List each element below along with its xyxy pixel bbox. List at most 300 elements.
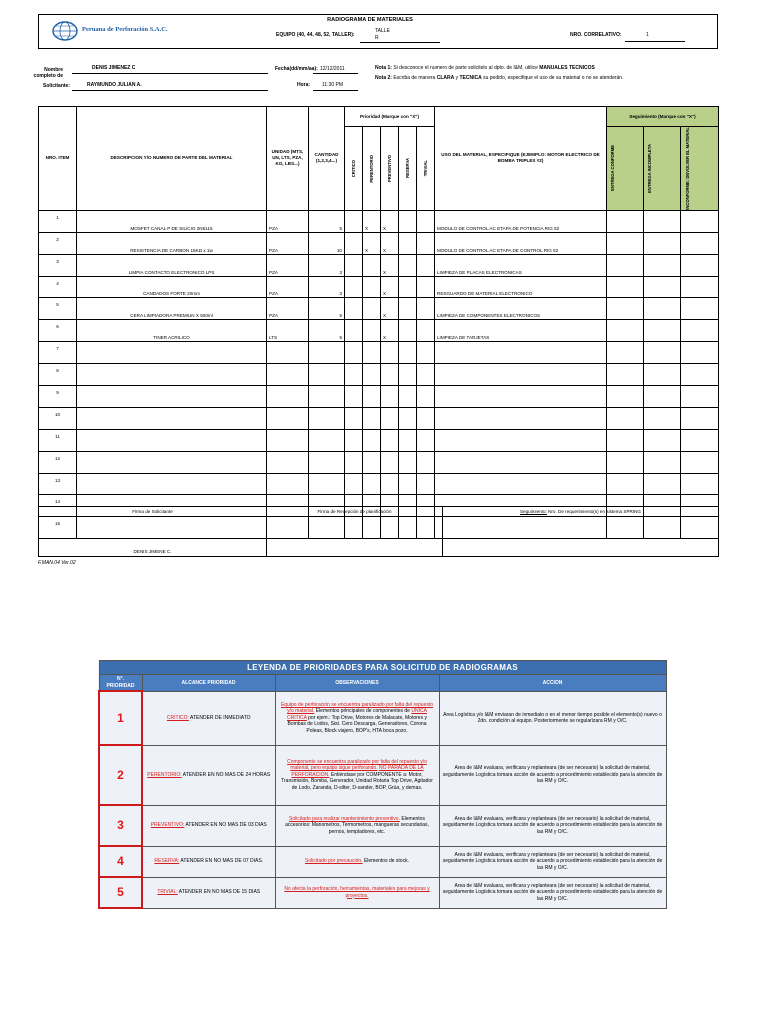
material-use (435, 385, 607, 407)
date-label: Fecha(dd/mm/aa): (275, 66, 318, 72)
priority-mark (417, 451, 435, 473)
material-description (77, 407, 267, 429)
item-number: 7 (39, 342, 77, 364)
material-description: RESISTENCIA DE CARBON 15KΩ x 1w (77, 232, 267, 254)
priority-scope (142, 846, 275, 877)
material-quantity (309, 342, 345, 364)
correlativo-label: NRO. CORRELATIVO: (570, 32, 622, 38)
item-number: 11 (39, 429, 77, 451)
material-unit: PZA (267, 298, 309, 320)
material-use (435, 429, 607, 451)
priority-scope (142, 691, 275, 745)
equipo-value-line2: R (375, 35, 379, 41)
legend-row (99, 877, 666, 908)
material-description: CERA LIMPIADORA PREMIUN X 500ml (77, 298, 267, 320)
note-2-bold-b: TECNICA (459, 75, 482, 81)
priority-scope (142, 805, 275, 846)
priority-observations (275, 745, 439, 805)
tracking-mark (644, 385, 681, 407)
priority-mark (363, 364, 381, 386)
priority-mark (417, 276, 435, 298)
priority-mark (399, 254, 417, 276)
table-row (39, 342, 719, 364)
tracking-mark (681, 320, 719, 342)
priority-mark (399, 364, 417, 386)
date-value: 12/12/2011 (320, 66, 345, 72)
priority-scope-text: ATENDER EN NO MAS DE 03 DIAS (185, 822, 267, 829)
tracking-col-header (607, 127, 644, 211)
tracking-mark (644, 364, 681, 386)
priority-mark (399, 429, 417, 451)
priority-mark (417, 254, 435, 276)
priority-col-label: TRIVIAL (422, 160, 428, 177)
tracking-mark (644, 407, 681, 429)
priority-mark (417, 232, 435, 254)
priority-mark: X (381, 320, 399, 342)
item-number: 3 (39, 254, 77, 276)
table-row (39, 232, 719, 254)
item-number: 15 (39, 517, 77, 539)
planning-signature-box (267, 517, 443, 557)
priority-mark (363, 276, 381, 298)
priority-col-label: PERENTORIO (368, 154, 374, 183)
priority-mark: X (381, 254, 399, 276)
priority-action: Area de I&M evaluara, verificara y replanteara (de ser necesario) la solicitud de material, seguidamente Logística tomara acción de acuerdo a procedimiento establecido para la atención de las RM y O/C. (439, 805, 666, 846)
priority-header: Prioridad (Marque con "X") (345, 107, 435, 127)
priority-mark (345, 342, 363, 364)
tracking-mark (607, 451, 644, 473)
priority-mark (363, 320, 381, 342)
priority-mark (381, 451, 399, 473)
priority-col-header (345, 127, 363, 211)
observation-highlight: Componente se encuentra paralizado por falta del repuesto y/o material, pero equipo sigue perforando. (287, 758, 427, 772)
tracking-mark (644, 210, 681, 232)
priority-observations (275, 877, 439, 908)
item-number: 10 (39, 407, 77, 429)
tracking-mark (681, 407, 719, 429)
priority-scope-text: ATENDER EN NO MAS DE 15 DIAS (178, 889, 261, 896)
tracking-mark (681, 429, 719, 451)
priority-observations (275, 805, 439, 846)
priority-mark (345, 451, 363, 473)
priority-action: Area de I&M evaluara, verificara y replanteara (de ser necesario) la solicitud de material, seguidamente Logística tomara acción de acuerdo a procedimiento establecido para la atención de las RM y O/C. (439, 846, 666, 877)
priority-scope-text: ATENDER EN NO MAS DE 07 DIAS. (180, 858, 264, 865)
priority-mark (363, 254, 381, 276)
material-description (77, 451, 267, 473)
correlativo-underline (625, 41, 685, 42)
priority-mark (345, 429, 363, 451)
material-description (77, 473, 267, 495)
name-label-2: completo de (33, 73, 63, 79)
tracking-mark (681, 232, 719, 254)
table-row (39, 320, 719, 342)
name-label-3: Solicitante: (43, 83, 70, 89)
priority-number: 2 (99, 745, 142, 805)
material-description: LIMPIA CONTACTO ELECTRONICO LPS (77, 254, 267, 276)
tracking-mark (681, 451, 719, 473)
company-name: Peruana de Perforación S.A.C. (82, 26, 168, 33)
tracking-mark (607, 276, 644, 298)
priority-mark (363, 407, 381, 429)
priority-mark (399, 473, 417, 495)
tracking-signature-box (443, 517, 719, 557)
material-unit (267, 407, 309, 429)
tracking-header: Seguimiento (Marque con "X") (607, 107, 719, 127)
priority-mark (345, 254, 363, 276)
observation-text: Elementos accesorios: Manometros, Termometros, mangueras secundarias, pernos, templadores, etc. (285, 815, 429, 835)
table-row (39, 276, 719, 298)
priority-number: 3 (99, 805, 142, 846)
priority-mark (381, 342, 399, 364)
item-number: 9 (39, 385, 77, 407)
material-use: LIMPIEZA DE TARJETAS (435, 320, 607, 342)
item-number: 5 (39, 298, 77, 320)
applicant-name-1: DENIS JIMENEZ C (92, 65, 136, 71)
material-quantity (309, 407, 345, 429)
tracking-mark (607, 320, 644, 342)
company-globe-logo (52, 21, 78, 41)
observation-highlight: Equipo de perforación se encuentra paralizado por falta del repuesto y/o material. (280, 701, 434, 715)
priority-mark (363, 451, 381, 473)
priority-mark (381, 364, 399, 386)
priority-mark (363, 473, 381, 495)
material-use: MODULO DE CONTROL AC ETAPA DE CONTROL RIG 52 (435, 232, 607, 254)
material-description (77, 364, 267, 386)
priority-action: Area de I&M evaluara, verificara y replanteara (de ser necesario) la solicitud de material, seguidamente Logística tomara acción de acuerdo a procedimiento establecido para la atención de las RM y O/C. (439, 745, 666, 805)
priority-scope-key: PREVENTIVO: (150, 822, 185, 829)
priority-mark (399, 276, 417, 298)
time-underline (313, 90, 358, 91)
observation-text-2: Entiéndase por COMPONENTE a: Motor, Transmisión, Bomba, Generador, Unidad Rotaria Top Drive, Agitador de Lodo, Zaranda, D-silter, D-sander, BOP, Grúa, y demas. (281, 771, 433, 791)
note-2-text-a: Escriba de manera (393, 75, 436, 81)
priority-number: 5 (99, 877, 142, 908)
priority-col-header (399, 127, 417, 211)
note-1-bold: MANUALES TECNICOS (539, 65, 595, 71)
priority-mark (399, 451, 417, 473)
priority-mark (345, 276, 363, 298)
priority-mark (345, 407, 363, 429)
planning-signature-label: Firma de Recepción de planificación (267, 507, 443, 517)
table-row (39, 451, 719, 473)
priority-mark (417, 298, 435, 320)
note-2-text-c: su pedido, especifique el uso de su material o no se atenderán. (483, 75, 624, 81)
tracking-mark (681, 276, 719, 298)
observation-highlight: Solicitado para realizar mantenimiento preventivo. (289, 815, 400, 822)
table-row (39, 364, 719, 386)
tracking-mark (681, 210, 719, 232)
legend-col-scope: ALCANCE PRIORIDAD (142, 675, 275, 692)
priority-mark (417, 473, 435, 495)
applicant-signature-box (39, 517, 267, 557)
item-number: 4 (39, 276, 77, 298)
priority-mark (399, 385, 417, 407)
tracking-mark (607, 298, 644, 320)
tracking-col-header (644, 127, 681, 211)
item-number: 2 (39, 232, 77, 254)
priority-mark (381, 473, 399, 495)
tracking-mark (607, 429, 644, 451)
equipo-label: EQUIPO (40, 44, 48, 52, TALLER): (276, 32, 355, 38)
materials-table (38, 106, 719, 539)
equipo-value-line1: TALLE (375, 28, 390, 34)
date-underline (313, 73, 358, 74)
priority-mark (363, 342, 381, 364)
legend-col-action: ACCION (439, 675, 666, 692)
priority-observations (275, 691, 439, 745)
material-unit (267, 451, 309, 473)
col-item-header: NRO. ITEM (39, 107, 77, 211)
priority-mark (417, 210, 435, 232)
tracking-mark (607, 407, 644, 429)
priority-action: Area Logística y/o I&M enviaran de inmediato o en el menor tiempo posible el elemento(s) nuevo o 2do. condición al equipo. Posteriormente se regularizara RM y O/C. (439, 691, 666, 745)
material-quantity: 3 (309, 276, 345, 298)
priority-mark: X (363, 232, 381, 254)
tracking-mark (681, 298, 719, 320)
material-use: MODULO DE CONTROL AC ETAPA DE POTENCIA RIG 52 (435, 210, 607, 232)
priority-col-header (381, 127, 399, 211)
priority-scope-key: CRITICO: (166, 714, 189, 721)
priority-mark (417, 407, 435, 429)
form-code: F.MAN.04 Ver.02 (38, 560, 76, 566)
priority-mark (345, 210, 363, 232)
priority-mark (399, 407, 417, 429)
legend-row (99, 805, 666, 846)
tracking-label-underlined: Seguimiento: (519, 508, 547, 514)
priority-scope (142, 877, 275, 908)
priority-mark: X (381, 210, 399, 232)
priority-mark (399, 320, 417, 342)
applicant-signature-label: Firma de Solicitante (39, 507, 267, 517)
priority-mark (399, 232, 417, 254)
observation-highlight-2: UNICA CRITICA (287, 708, 427, 721)
legend-row (99, 691, 666, 745)
material-quantity: 5 (309, 210, 345, 232)
item-number: 14 (39, 495, 77, 517)
table-row (39, 298, 719, 320)
table-row (39, 210, 719, 232)
name-underline-1 (72, 73, 268, 74)
table-row (39, 254, 719, 276)
name-underline-2 (72, 90, 268, 91)
priority-mark (417, 385, 435, 407)
material-unit: LTS (267, 320, 309, 342)
priority-col-header (417, 127, 435, 211)
material-quantity (309, 473, 345, 495)
material-unit: PZA (267, 210, 309, 232)
material-use (435, 473, 607, 495)
priority-mark (417, 364, 435, 386)
priority-mark: X (363, 210, 381, 232)
priority-number: 1 (99, 691, 142, 745)
material-description (77, 385, 267, 407)
tracking-mark (644, 342, 681, 364)
legend-title: LEYENDA DE PRIORIDADES PARA SOLICITUD DE RADIOGRAMAS (99, 661, 666, 675)
col-desc-header: DESCRIPCION Y/O NUMERO DE PARTE DEL MATERIAL (77, 107, 267, 211)
priority-col-label: RESERVA (404, 158, 410, 179)
signature-table (38, 506, 719, 557)
material-description: MOSFET CANAL P DE SILICIO 2N5116 (77, 210, 267, 232)
priority-mark (399, 298, 417, 320)
material-unit: PZA (267, 254, 309, 276)
material-unit (267, 364, 309, 386)
materials-table-body (39, 210, 719, 538)
tracking-col-label: INCONFORME: DEVOLVER EL MATERIAL (684, 127, 690, 210)
note-1-label: Nota 1: (375, 65, 392, 71)
material-use (435, 451, 607, 473)
priority-scope (142, 745, 275, 805)
item-number: 1 (39, 210, 77, 232)
material-use: LIMPIEZA DE PLACAS ELECTRONICAS (435, 254, 607, 276)
tracking-mark (607, 210, 644, 232)
item-number: 8 (39, 364, 77, 386)
priority-col-header (363, 127, 381, 211)
priority-action: Area de I&M evaluara, verificara y replanteara (de ser necesario) la solicitud de material, seguidamente Logística tomara acción de acuerdo a procedimiento establecido para la atención de las RM y O/C. (439, 877, 666, 908)
observation-highlight: No afecta la perforación, herramientas, materiales para mejoras y proyectos. (284, 886, 430, 899)
observation-highlight-2: NO PARADA DE LA PERFORACION. (291, 765, 424, 778)
material-unit: PZA (267, 276, 309, 298)
material-description (77, 429, 267, 451)
material-quantity (309, 451, 345, 473)
priority-mark (417, 429, 435, 451)
material-quantity: 10 (309, 232, 345, 254)
priority-observations (275, 846, 439, 877)
observation-text: Elementos principales de componentes de (315, 708, 410, 715)
tracking-col-header (681, 127, 719, 211)
priority-scope-key: PERENTORIO: (147, 771, 182, 778)
priority-mark (345, 320, 363, 342)
priority-mark (345, 473, 363, 495)
note-2 (375, 75, 623, 81)
material-quantity (309, 429, 345, 451)
tracking-mark (607, 254, 644, 276)
priority-mark (417, 342, 435, 364)
tracking-mark (644, 429, 681, 451)
tracking-mark (644, 298, 681, 320)
material-quantity: 5 (309, 298, 345, 320)
material-quantity: 5 (309, 320, 345, 342)
material-use (435, 364, 607, 386)
correlativo-value: 1 (646, 32, 649, 38)
observation-text-2: por ejem.: Top Drive, Motores de Malacate, Motores y Bombas de Lodos, Sist. Cero Descarga, Generadores, Corona Poleas, Block viajero, BOP's, HTA boca pozo. (287, 714, 427, 734)
tracking-mark (607, 342, 644, 364)
note-2-bold-a: CLARA (436, 75, 455, 81)
tracking-col-label: ENTREGA INCOMPLETA (647, 143, 652, 193)
tracking-mark (681, 364, 719, 386)
priority-mark (345, 364, 363, 386)
material-quantity (309, 364, 345, 386)
tracking-mark (607, 232, 644, 254)
priority-col-label: CRITICO (350, 159, 356, 178)
priority-mark (399, 210, 417, 232)
legend-body (99, 691, 666, 908)
table-row (39, 385, 719, 407)
tracking-mark (644, 473, 681, 495)
priority-scope-key: TRIVIAL: (157, 889, 178, 896)
legend-col-observations: OBSERVACIONES (275, 675, 439, 692)
priority-scope-key: RESERVA: (154, 858, 180, 865)
priority-scope-text: ATENDER EN NO MAS DE 24 HORAS (182, 771, 271, 778)
priority-mark: X (381, 232, 399, 254)
table-row (39, 407, 719, 429)
legend-row (99, 846, 666, 877)
material-use: LIMPIEZA DE COMPONENTES ELECTRONICOS (435, 298, 607, 320)
document-title: RADIOGRAMA DE MATERIALES (327, 17, 413, 23)
applicant-signature-name: DENIS JIMENE C. (133, 549, 172, 554)
priority-mark (417, 320, 435, 342)
observation-text: Elementos de stock. (363, 858, 409, 865)
material-unit: PZA (267, 232, 309, 254)
priority-mark (345, 385, 363, 407)
col-unit-header: UNIDAD (MTS, UN, LTS, PZA, KG, LBS...) (267, 107, 309, 211)
time-label: Hora: (297, 82, 311, 88)
tracking-mark (644, 276, 681, 298)
priority-col-label: PREVENTIVO (386, 154, 392, 182)
name-label-1: Nombre (44, 67, 63, 73)
note-2-label: Nota 2: (375, 75, 392, 81)
material-description: TINER ACRILICO (77, 320, 267, 342)
tracking-mark (644, 451, 681, 473)
material-unit (267, 473, 309, 495)
material-quantity (309, 385, 345, 407)
applicant-name-2: RAYMUNDO JULIAN A. (87, 82, 142, 88)
material-use: RESGUARDO DE MATERIAL ELECTRONICO (435, 276, 607, 298)
material-unit (267, 429, 309, 451)
col-qty-header: CANTIDAD (1,2,3,4...) (309, 107, 345, 211)
tracking-mark (681, 473, 719, 495)
priority-mark (381, 385, 399, 407)
material-description (77, 342, 267, 364)
col-use-header: USO DEL MATERIAL, ESPECIFIQUE (EJEMPLO: MOTOR ELECTRICO DE BOMBA TRIPLEX #2) (435, 107, 607, 211)
table-row (39, 473, 719, 495)
note-2-text-b: y (455, 75, 459, 81)
tracking-col-label: ENTREGA CONFORME (610, 145, 615, 192)
priority-mark (363, 385, 381, 407)
material-quantity: 3 (309, 254, 345, 276)
item-number: 13 (39, 473, 77, 495)
priority-number: 4 (99, 846, 142, 877)
tracking-mark (607, 364, 644, 386)
tracking-mark (681, 342, 719, 364)
priority-mark (399, 342, 417, 364)
tracking-mark (607, 385, 644, 407)
priority-mark (381, 429, 399, 451)
tracking-signature-label (443, 507, 719, 517)
priority-mark: X (381, 276, 399, 298)
time-value: 11:30 PM (322, 82, 344, 88)
observation-highlight: Solicitado por precaución. (305, 858, 363, 865)
priority-scope-text: ATENDER DE INMEDIATO (190, 714, 251, 721)
priority-legend-table (98, 660, 667, 909)
priority-mark: X (381, 298, 399, 320)
priority-mark (345, 232, 363, 254)
tracking-mark (644, 320, 681, 342)
priority-mark (363, 298, 381, 320)
equipo-underline (360, 42, 440, 43)
priority-mark (345, 298, 363, 320)
priority-mark (363, 429, 381, 451)
material-use (435, 407, 607, 429)
material-use (435, 342, 607, 364)
tracking-mark (644, 232, 681, 254)
tracking-mark (644, 254, 681, 276)
tracking-mark (681, 254, 719, 276)
tracking-mark (607, 473, 644, 495)
priority-mark (381, 407, 399, 429)
tracking-label-text: Nro. De requerimiento(s) en sistema SPRING (548, 508, 642, 514)
legend-row (99, 745, 666, 805)
note-1 (375, 65, 595, 71)
item-number: 6 (39, 320, 77, 342)
